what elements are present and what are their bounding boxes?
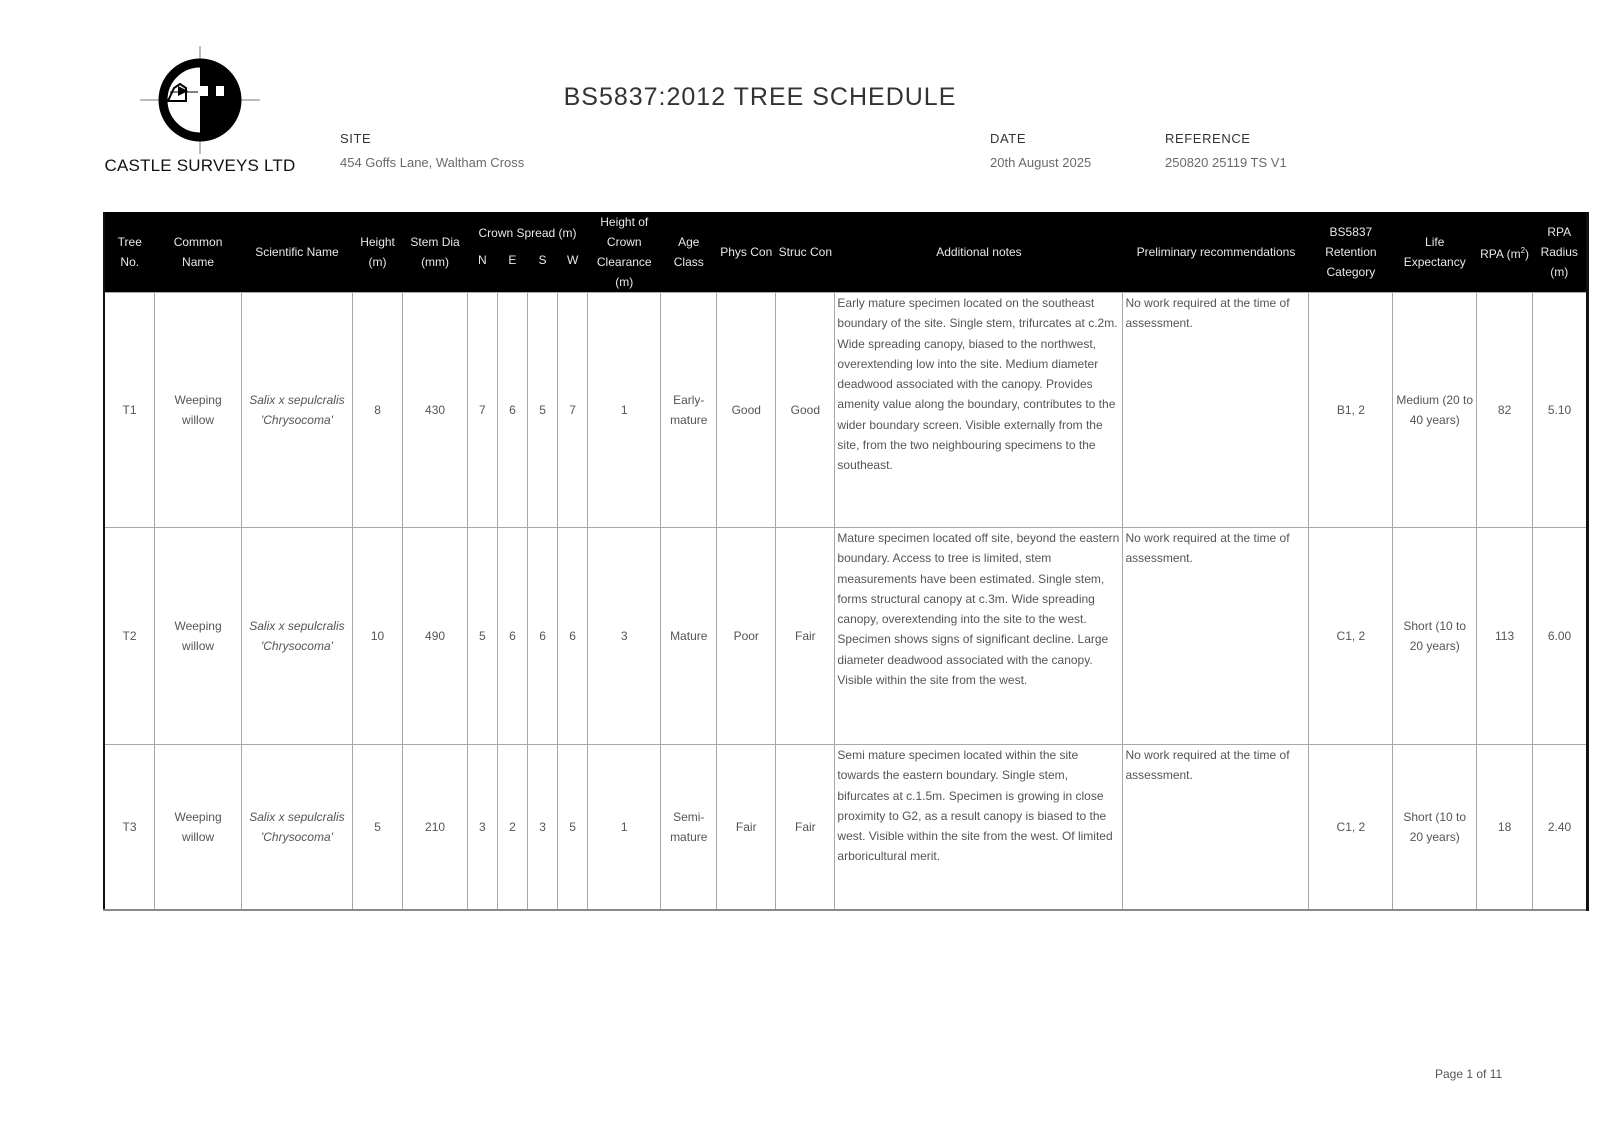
company-name: CASTLE SURVEYS LTD [104, 156, 296, 175]
cell-life-expectancy: Short (10 to 20 years) [1393, 745, 1477, 910]
cell-rpa-radius: 6.00 [1533, 528, 1588, 745]
castle-logo-icon [140, 46, 260, 156]
header-crown-n: N [467, 253, 497, 292]
cell-tree-no: T2 [104, 528, 155, 745]
cell-retention: B1, 2 [1309, 293, 1393, 528]
cell-crown-clearance: 1 [588, 745, 661, 910]
cell-struc-con: Fair [776, 745, 835, 910]
cell-crown-w: 7 [558, 293, 588, 528]
cell-stem-dia: 430 [403, 293, 467, 528]
cell-tree-no: T3 [104, 745, 155, 910]
cell-crown-n: 5 [467, 528, 497, 745]
header-crown-e: E [497, 253, 527, 292]
header-crown-spread: Crown Spread (m) [467, 212, 587, 253]
table-row [104, 528, 1588, 745]
page-title: BS5837:2012 TREE SCHEDULE [563, 83, 957, 111]
cell-age-class: Semi-mature [661, 745, 717, 910]
cell-crown-e: 6 [497, 528, 527, 745]
cell-height: 10 [352, 528, 403, 745]
reference-label: REFERENCE [1165, 131, 1251, 146]
cell-rpa: 82 [1477, 293, 1533, 528]
header-rpa-sup: 2 [1520, 245, 1526, 255]
header-crown-clearance: Height of Crown Clearance (m) [588, 212, 661, 293]
cell-crown-clearance: 3 [588, 528, 661, 745]
cell-rpa: 113 [1477, 528, 1533, 745]
header-crown-w: W [558, 253, 588, 292]
header-age-class: Age Class [661, 212, 717, 293]
cell-age-class: Early-mature [661, 293, 717, 528]
cell-phys-con: Poor [717, 528, 776, 745]
cell-crown-s: 3 [527, 745, 557, 910]
cell-crown-w: 5 [558, 745, 588, 910]
cell-rpa-radius: 2.40 [1533, 745, 1588, 910]
cell-common-name: Weeping willow [155, 293, 242, 528]
cell-crown-w: 6 [558, 528, 588, 745]
cell-stem-dia: 210 [403, 745, 467, 910]
date-label: DATE [990, 131, 1027, 146]
cell-recommendations: No work required at the time of assessment. [1123, 745, 1309, 910]
cell-crown-e: 2 [497, 745, 527, 910]
header-notes: Additional notes [835, 212, 1123, 293]
cell-crown-e: 6 [497, 293, 527, 528]
cell-rpa-radius: 5.10 [1533, 293, 1588, 528]
header-struc-con: Struc Con [776, 212, 835, 293]
page-number: Page 1 of 11 [1435, 1067, 1503, 1081]
cell-crown-s: 6 [527, 528, 557, 745]
cell-crown-clearance: 1 [588, 293, 661, 528]
site-value: 454 Goffs Lane, Waltham Cross [340, 155, 525, 170]
site-label: SITE [340, 131, 372, 146]
cell-retention: C1, 2 [1309, 528, 1393, 745]
cell-crown-s: 5 [527, 293, 557, 528]
cell-common-name: Weeping willow [155, 528, 242, 745]
reference-value: 250820 25119 TS V1 [1165, 155, 1287, 170]
table-row [104, 293, 1588, 528]
cell-recommendations: No work required at the time of assessment. [1123, 528, 1309, 745]
cell-notes: Semi mature specimen located within the site towards the eastern boundary. Single stem, bifurcates at c.1.5m. Specimen is growing in close proximity to G2, as a result canopy is biased to the west. Visible within the site from the west. Of limited arboricultural merit. [835, 745, 1123, 910]
header-life-expectancy: Life Expectancy [1393, 212, 1477, 293]
header-rpa-radius: RPA Radius (m) [1533, 212, 1588, 293]
cell-rpa: 18 [1477, 745, 1533, 910]
cell-phys-con: Good [717, 293, 776, 528]
company-logo [100, 46, 300, 181]
tree-schedule-table [103, 212, 1589, 911]
table-row [104, 745, 1588, 910]
cell-struc-con: Fair [776, 528, 835, 745]
cell-life-expectancy: Short (10 to 20 years) [1393, 528, 1477, 745]
header-scientific-name: Scientific Name [242, 212, 353, 293]
cell-crown-n: 7 [467, 293, 497, 528]
cell-recommendations: No work required at the time of assessment. [1123, 293, 1309, 528]
cell-scientific-name: Salix x sepulcralis 'Chrysocoma' [242, 293, 353, 528]
cell-notes: Mature specimen located off site, beyond the eastern boundary. Access to tree is limited, stem measurements have been estimated. Single stem, forms structural canopy at c.3m. Wide spreading canopy, overextending into the site to the west. Specimen shows signs of significant decline. Large diameter deadwood associated with the canopy. Visible within the site from the west. [835, 528, 1123, 745]
header-retention: BS5837 Retention Category [1309, 212, 1393, 293]
cell-height: 8 [352, 293, 403, 528]
cell-stem-dia: 490 [403, 528, 467, 745]
cell-height: 5 [352, 745, 403, 910]
header-phys-con: Phys Con [717, 212, 776, 293]
cell-phys-con: Fair [717, 745, 776, 910]
header-recommendations: Preliminary recommendations [1123, 212, 1309, 293]
header-common-name: Common Name [155, 212, 242, 293]
header-rpa-suffix: ) [1525, 246, 1530, 261]
date-value: 20th August 2025 [990, 155, 1092, 170]
cell-tree-no: T1 [104, 293, 155, 528]
header-rpa [1477, 212, 1533, 293]
cell-crown-n: 3 [467, 745, 497, 910]
header-tree-no: Tree No. [104, 212, 155, 293]
header-rpa-prefix: RPA (m [1480, 246, 1521, 261]
cell-age-class: Mature [661, 528, 717, 745]
cell-scientific-name: Salix x sepulcralis 'Chrysocoma' [242, 528, 353, 745]
header-stem-dia: Stem Dia (mm) [403, 212, 467, 293]
cell-struc-con: Good [776, 293, 835, 528]
cell-life-expectancy: Medium (20 to 40 years) [1393, 293, 1477, 528]
cell-common-name: Weeping willow [155, 745, 242, 910]
cell-retention: C1, 2 [1309, 745, 1393, 910]
header-height: Height (m) [352, 212, 403, 293]
cell-scientific-name: Salix x sepulcralis 'Chrysocoma' [242, 745, 353, 910]
header-crown-s: S [527, 253, 557, 292]
cell-notes: Early mature specimen located on the southeast boundary of the site. Single stem, trifurcates at c.2m. Wide spreading canopy, biased to the northwest, overextending low into the site. Medium diameter deadwood associated with the canopy. Provides amenity value along the boundary, contributes to the wider boundary screen. Visible externally from the site, from the two neighbouring specimens to the southeast. [835, 293, 1123, 528]
